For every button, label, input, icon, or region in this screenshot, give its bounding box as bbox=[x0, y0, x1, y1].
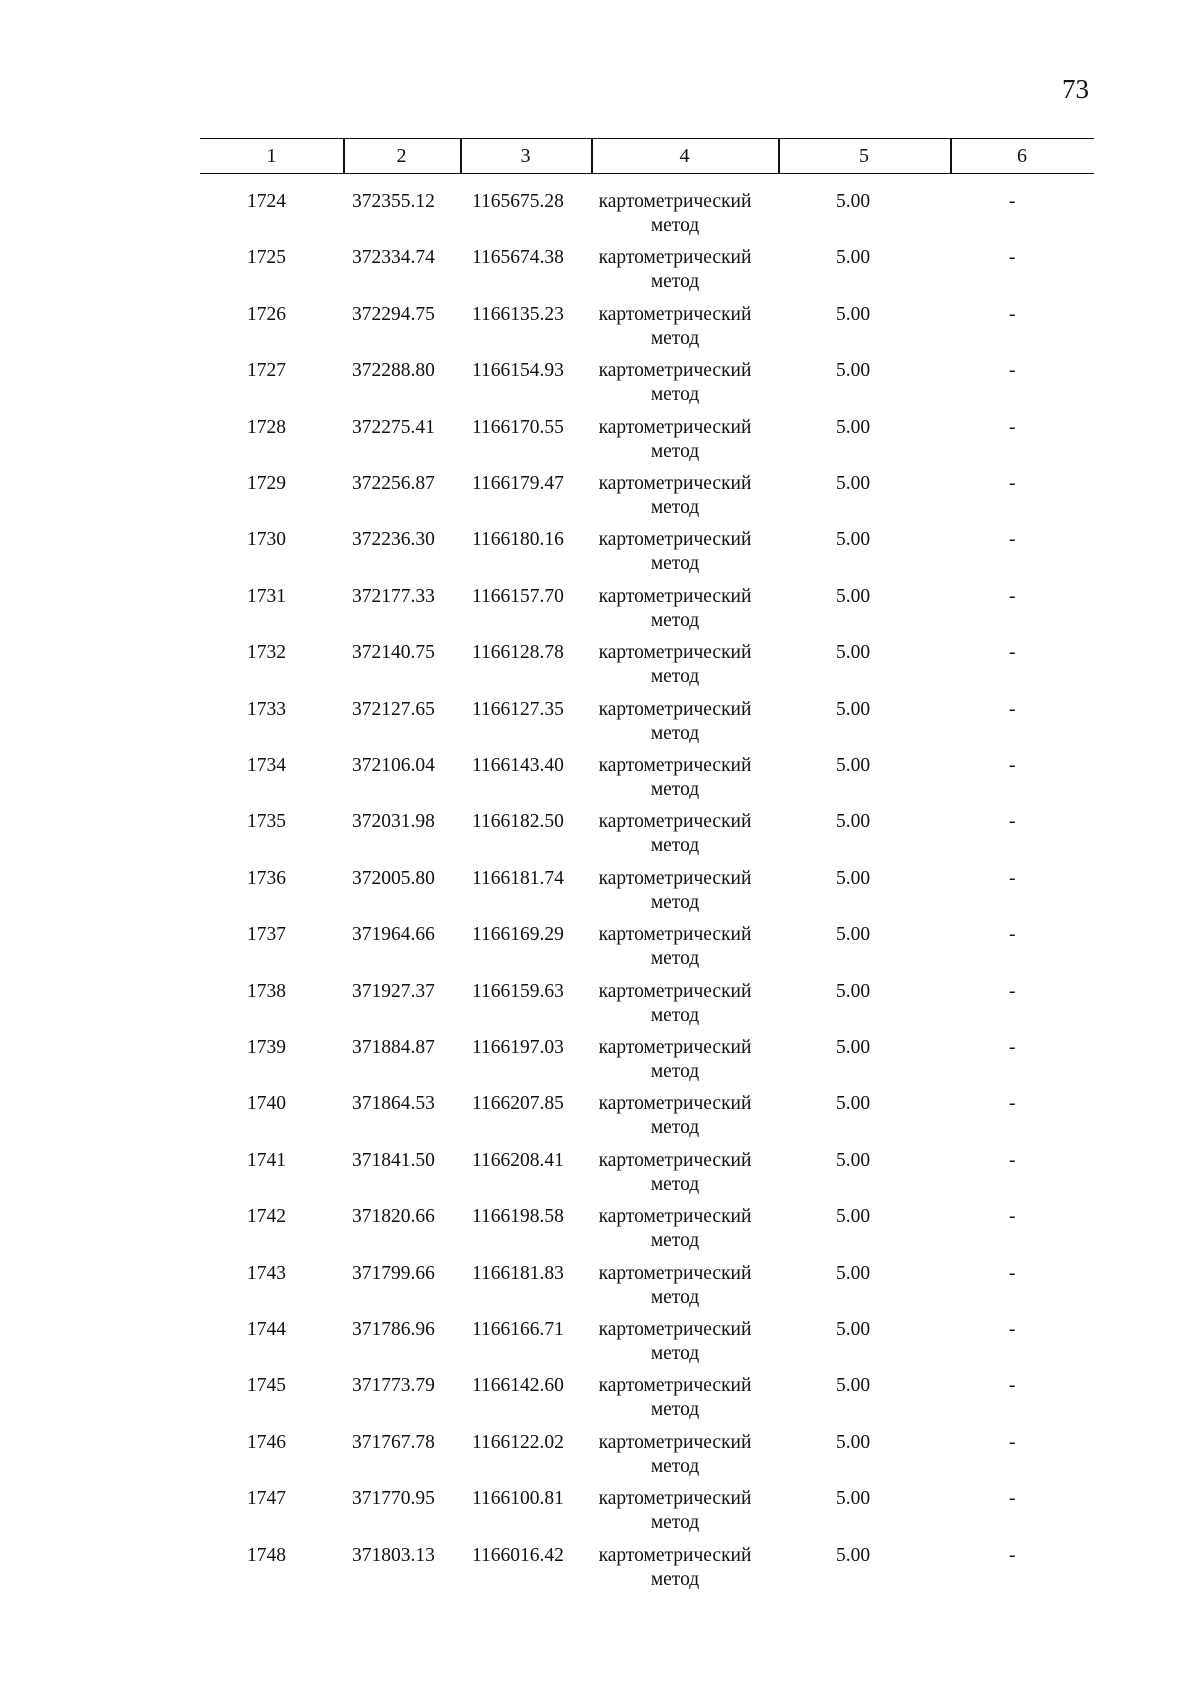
cell-coord-x: 372005.80 bbox=[352, 867, 435, 889]
cell-accuracy: 5.00 bbox=[836, 473, 871, 494]
cell-accuracy: 5.00 bbox=[836, 1206, 871, 1228]
cell-coord-x: 372334.74 bbox=[352, 247, 435, 269]
table-row bbox=[0, 923, 1200, 979]
cell-method: картометрический метод bbox=[598, 1544, 752, 1590]
cell-note: - bbox=[1009, 191, 1016, 212]
cell-accuracy: 5.00 bbox=[836, 924, 871, 946]
table-row bbox=[0, 1374, 1200, 1430]
cell-coord-y: 1166157.70 bbox=[472, 585, 564, 607]
cell-note: - bbox=[1009, 1319, 1016, 1340]
page-number: 73 bbox=[1062, 74, 1089, 104]
table-header bbox=[200, 138, 1094, 174]
cell-accuracy: 5.00 bbox=[836, 303, 871, 325]
table-row bbox=[0, 303, 1200, 359]
cell-point-number: 1747 bbox=[247, 1488, 286, 1510]
cell-point-number: 1728 bbox=[247, 416, 286, 438]
cell-coord-y: 1165674.38 bbox=[472, 247, 564, 269]
cell-accuracy: 5.00 bbox=[836, 980, 871, 1002]
cell-coord-x: 372236.30 bbox=[352, 529, 435, 551]
cell-point-number: 1734 bbox=[247, 755, 286, 776]
cell-accuracy: 5.00 bbox=[836, 811, 871, 833]
table-row bbox=[0, 754, 1200, 810]
cell-accuracy: 5.00 bbox=[836, 867, 871, 889]
cell-coord-y: 1166143.40 bbox=[472, 755, 564, 776]
cell-method: картометрический метод bbox=[598, 811, 752, 857]
table-row bbox=[0, 810, 1200, 866]
cell-coord-x: 372256.87 bbox=[352, 473, 435, 494]
cell-note: - bbox=[1009, 1431, 1016, 1453]
cell-coord-y: 1165675.28 bbox=[472, 191, 564, 212]
cell-coord-y: 1166122.02 bbox=[472, 1431, 564, 1453]
cell-coord-x: 371820.66 bbox=[352, 1206, 435, 1228]
cell-note: - bbox=[1009, 360, 1016, 382]
cell-coord-y: 1166100.81 bbox=[472, 1488, 564, 1510]
cell-accuracy: 5.00 bbox=[836, 585, 871, 607]
table-row bbox=[0, 416, 1200, 472]
cell-accuracy: 5.00 bbox=[836, 1319, 871, 1340]
cell-coord-x: 372355.12 bbox=[352, 191, 435, 212]
cell-coord-y: 1166179.47 bbox=[472, 473, 564, 494]
cell-accuracy: 5.00 bbox=[836, 1037, 871, 1058]
table-row bbox=[0, 1092, 1200, 1148]
cell-point-number: 1746 bbox=[247, 1431, 286, 1453]
cell-point-number: 1743 bbox=[247, 1262, 286, 1284]
cell-note: - bbox=[1009, 1206, 1016, 1228]
cell-method: картометрический метод bbox=[598, 698, 752, 744]
header-col-2: 2 bbox=[396, 144, 407, 167]
cell-coord-y: 1166181.83 bbox=[472, 1262, 564, 1284]
table-row bbox=[0, 1544, 1200, 1600]
cell-coord-x: 372177.33 bbox=[352, 585, 435, 607]
table-row bbox=[0, 1487, 1200, 1543]
cell-point-number: 1745 bbox=[247, 1375, 286, 1397]
cell-method: картометрический метод bbox=[598, 1319, 752, 1364]
cell-accuracy: 5.00 bbox=[836, 247, 871, 269]
cell-point-number: 1741 bbox=[247, 1149, 286, 1171]
cell-note: - bbox=[1009, 1093, 1016, 1115]
cell-method: картометрический метод bbox=[598, 360, 752, 406]
cell-coord-y: 1166127.35 bbox=[472, 698, 564, 720]
cell-coord-x: 372288.80 bbox=[352, 360, 435, 382]
cell-point-number: 1742 bbox=[247, 1206, 286, 1228]
cell-accuracy: 5.00 bbox=[836, 1488, 871, 1510]
cell-note: - bbox=[1009, 1488, 1016, 1510]
cell-accuracy: 5.00 bbox=[836, 755, 871, 776]
cell-coord-y: 1166159.63 bbox=[472, 980, 564, 1002]
cell-note: - bbox=[1009, 811, 1016, 833]
cell-method: картометрический метод bbox=[598, 1488, 752, 1534]
cell-coord-y: 1166135.23 bbox=[472, 303, 564, 325]
cell-point-number: 1736 bbox=[247, 867, 286, 889]
cell-method: картометрический метод bbox=[598, 1431, 752, 1477]
cell-method: картометрический метод bbox=[598, 755, 752, 800]
cell-note: - bbox=[1009, 1149, 1016, 1171]
cell-note: - bbox=[1009, 867, 1016, 889]
cell-coord-x: 371799.66 bbox=[352, 1262, 435, 1284]
cell-point-number: 1748 bbox=[247, 1544, 286, 1566]
table-row bbox=[0, 980, 1200, 1036]
table-row bbox=[0, 1318, 1200, 1374]
cell-coord-x: 371773.79 bbox=[352, 1375, 435, 1397]
cell-note: - bbox=[1009, 1544, 1016, 1566]
table-row bbox=[0, 1262, 1200, 1318]
cell-method: картометрический метод bbox=[598, 191, 752, 236]
cell-coord-x: 371786.96 bbox=[352, 1319, 435, 1340]
cell-note: - bbox=[1009, 755, 1016, 776]
cell-coord-x: 371803.13 bbox=[352, 1544, 435, 1566]
cell-coord-y: 1166142.60 bbox=[472, 1375, 564, 1397]
cell-note: - bbox=[1009, 980, 1016, 1002]
table-row bbox=[0, 867, 1200, 923]
cell-coord-y: 1166128.78 bbox=[472, 642, 564, 664]
cell-method: картометрический метод bbox=[598, 867, 752, 913]
cell-coord-y: 1166197.03 bbox=[472, 1037, 564, 1058]
cell-point-number: 1725 bbox=[247, 247, 286, 269]
cell-accuracy: 5.00 bbox=[836, 191, 871, 212]
cell-coord-x: 372106.04 bbox=[352, 755, 435, 776]
cell-note: - bbox=[1009, 416, 1016, 438]
cell-point-number: 1735 bbox=[247, 811, 286, 833]
cell-coord-x: 371767.78 bbox=[352, 1431, 435, 1453]
cell-note: - bbox=[1009, 529, 1016, 551]
table-row bbox=[0, 246, 1200, 302]
table-row bbox=[0, 641, 1200, 697]
cell-method: картометрический метод bbox=[598, 1206, 752, 1252]
cell-point-number: 1744 bbox=[247, 1319, 286, 1340]
cell-coord-x: 372127.65 bbox=[352, 698, 435, 720]
table-row bbox=[0, 1431, 1200, 1487]
cell-method: картометрический метод bbox=[598, 1262, 752, 1308]
cell-coord-y: 1166207.85 bbox=[472, 1093, 564, 1115]
cell-note: - bbox=[1009, 642, 1016, 664]
cell-method: картометрический метод bbox=[598, 416, 752, 462]
cell-note: - bbox=[1009, 473, 1016, 494]
table-row bbox=[0, 359, 1200, 415]
cell-method: картометрический метод bbox=[598, 303, 752, 349]
table-row bbox=[0, 1036, 1200, 1092]
cell-coord-x: 371841.50 bbox=[352, 1149, 435, 1171]
cell-coord-y: 1166182.50 bbox=[472, 811, 564, 833]
cell-point-number: 1739 bbox=[247, 1037, 286, 1058]
cell-point-number: 1740 bbox=[247, 1093, 286, 1115]
cell-point-number: 1729 bbox=[247, 473, 286, 494]
cell-accuracy: 5.00 bbox=[836, 1544, 871, 1566]
cell-coord-y: 1166170.55 bbox=[472, 416, 564, 438]
cell-coord-x: 372031.98 bbox=[352, 811, 435, 833]
cell-coord-y: 1166198.58 bbox=[472, 1206, 564, 1228]
cell-method: картометрический метод bbox=[598, 473, 752, 518]
cell-accuracy: 5.00 bbox=[836, 1093, 871, 1115]
cell-method: картометрический метод bbox=[598, 1149, 752, 1195]
cell-point-number: 1733 bbox=[247, 698, 286, 720]
cell-coord-x: 371770.95 bbox=[352, 1488, 435, 1510]
table-row bbox=[0, 1149, 1200, 1205]
cell-note: - bbox=[1009, 303, 1016, 325]
cell-accuracy: 5.00 bbox=[836, 1375, 871, 1397]
cell-method: картометрический метод bbox=[598, 585, 752, 631]
cell-method: картометрический метод bbox=[598, 1375, 752, 1421]
header-col-3: 3 bbox=[520, 144, 531, 167]
cell-coord-x: 372294.75 bbox=[352, 303, 435, 325]
cell-accuracy: 5.00 bbox=[836, 529, 871, 551]
cell-point-number: 1724 bbox=[247, 191, 286, 212]
cell-method: картометрический метод bbox=[598, 1093, 752, 1139]
cell-accuracy: 5.00 bbox=[836, 1149, 871, 1171]
cell-note: - bbox=[1009, 1262, 1016, 1284]
cell-coord-y: 1166016.42 bbox=[472, 1544, 564, 1566]
cell-method: картометрический метод bbox=[598, 924, 752, 970]
cell-coord-x: 371884.87 bbox=[352, 1037, 435, 1058]
header-col-5: 5 bbox=[859, 144, 869, 167]
cell-coord-y: 1166180.16 bbox=[472, 529, 564, 551]
header-col-4: 4 bbox=[679, 144, 690, 167]
cell-point-number: 1730 bbox=[247, 529, 286, 551]
cell-point-number: 1737 bbox=[247, 924, 286, 946]
cell-coord-x: 371964.66 bbox=[352, 924, 435, 946]
table-row bbox=[0, 472, 1200, 528]
cell-coord-y: 1166169.29 bbox=[472, 924, 564, 946]
cell-coord-y: 1166181.74 bbox=[472, 867, 564, 889]
cell-note: - bbox=[1009, 924, 1016, 946]
cell-point-number: 1732 bbox=[247, 642, 286, 664]
header-col-1: 1 bbox=[266, 144, 277, 167]
cell-note: - bbox=[1009, 1037, 1016, 1058]
cell-method: картометрический метод bbox=[598, 980, 752, 1026]
header-col-6: 6 bbox=[1017, 144, 1027, 167]
table-row bbox=[0, 190, 1200, 246]
cell-note: - bbox=[1009, 585, 1016, 607]
cell-accuracy: 5.00 bbox=[836, 1431, 871, 1453]
cell-coord-x: 371864.53 bbox=[352, 1093, 435, 1115]
cell-point-number: 1738 bbox=[247, 980, 286, 1002]
cell-coord-x: 372140.75 bbox=[352, 642, 435, 664]
cell-method: картометрический метод bbox=[598, 1037, 752, 1082]
cell-coord-y: 1166166.71 bbox=[472, 1319, 564, 1340]
table-row bbox=[0, 528, 1200, 584]
table-row bbox=[0, 1205, 1200, 1261]
cell-coord-y: 1166208.41 bbox=[472, 1149, 564, 1171]
cell-coord-y: 1166154.93 bbox=[472, 360, 564, 382]
table-row bbox=[0, 698, 1200, 754]
cell-point-number: 1727 bbox=[247, 360, 286, 382]
cell-accuracy: 5.00 bbox=[836, 1262, 871, 1284]
cell-accuracy: 5.00 bbox=[836, 416, 871, 438]
cell-method: картометрический метод bbox=[598, 247, 752, 293]
cell-coord-x: 372275.41 bbox=[352, 416, 435, 438]
table-row bbox=[0, 585, 1200, 641]
cell-method: картометрический метод bbox=[598, 529, 752, 575]
cell-accuracy: 5.00 bbox=[836, 642, 871, 664]
cell-note: - bbox=[1009, 1375, 1016, 1397]
cell-note: - bbox=[1009, 698, 1016, 720]
cell-accuracy: 5.00 bbox=[836, 360, 871, 382]
cell-coord-x: 371927.37 bbox=[352, 980, 435, 1002]
cell-point-number: 1726 bbox=[247, 303, 286, 325]
cell-point-number: 1731 bbox=[247, 585, 286, 607]
cell-method: картометрический метод bbox=[598, 642, 752, 688]
cell-accuracy: 5.00 bbox=[836, 698, 871, 720]
cell-note: - bbox=[1009, 247, 1016, 269]
